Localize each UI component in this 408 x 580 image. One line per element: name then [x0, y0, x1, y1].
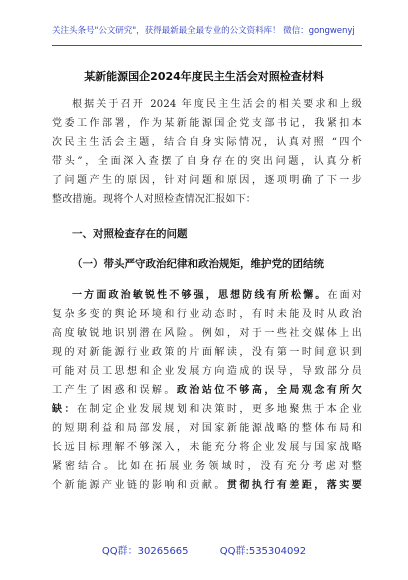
para-lead: 政治站位不够高，全局观念有所欠 [176, 385, 363, 396]
intro-line: 了问题产生的原因，针对问题和原因，逐项明确了下一步 [52, 175, 362, 186]
para-line: 可能对员工思想和企业发展方向造成的误导，导致部分员 [52, 366, 362, 377]
para-text: 在面对 [327, 290, 362, 301]
subsection-heading: （一）带头严守政治纪律和政治规矩，维护党的团结统 [72, 258, 324, 270]
para-line: 高度敏锐地识别潜在风险。例如，对于一些社交媒体上出 [52, 328, 362, 339]
header-divider [52, 45, 362, 46]
para-line [52, 403, 362, 417]
footer [0, 542, 408, 557]
para-text: 在制定企业发展规划和决策时，更多地聚焦于本企业 [76, 404, 362, 415]
para-text: 个新能源产业链的影响和贡献。 [52, 480, 227, 491]
para-text: 工产生了困惑和误解。 [52, 385, 177, 396]
para-line [52, 384, 362, 398]
para-line [52, 479, 362, 493]
footer-qq-group-2: QQ群:535304092 [219, 546, 307, 557]
intro-line: 次民主生活会主题，结合自身实际情况，认真对照 “四个 [52, 137, 362, 148]
para-line: 长远目标理解不够深入，未能充分将企业发展与国家战略 [52, 442, 362, 453]
document-title: 某新能源国企2024年度民主生活会对照检查材料 [84, 70, 324, 83]
intro-line: 整改措施。现将个人对照检查情况汇报如下： [52, 194, 256, 205]
header-note: 关注头条号"公文研究"，获得最新最全最专业的公文资料库！ 微信：gongwenyj [52, 26, 355, 36]
para-line: 的短期利益和局部发展，对国家新能源战略的整体布局和 [52, 423, 362, 434]
para-line: 现的对新能源行业政策的片面解读，没有第一时间意识到 [52, 347, 362, 358]
footer-qq-group-1: QQ群：30265665 [101, 546, 189, 557]
para-lead: 贯彻执行有差距，落实要 [226, 480, 362, 491]
intro-line: 带头”，全面深入查摆了自身存在的突出问题，认真分析 [52, 156, 362, 167]
section-heading: 一、对照检查存在的问题 [72, 228, 188, 240]
para-line [52, 289, 362, 303]
para-line: 复杂多变的舆论环境和行业动态时，有时未能及时从政治 [52, 309, 362, 320]
para-lead: 缺： [52, 404, 77, 415]
para-lead: 一方面政治敏锐性不够强，思想防线有所松懈。 [72, 290, 328, 301]
intro-line: 党委工作部署，作为某新能源国企党支部书记，我紧扣本 [52, 118, 362, 129]
para-line: 紧密结合。比如在拓展业务领域时，没有充分考虑对整 [52, 461, 362, 472]
intro-line: 根据关于召开 2024 年度民主生活会的相关要求和上级 [72, 99, 362, 110]
